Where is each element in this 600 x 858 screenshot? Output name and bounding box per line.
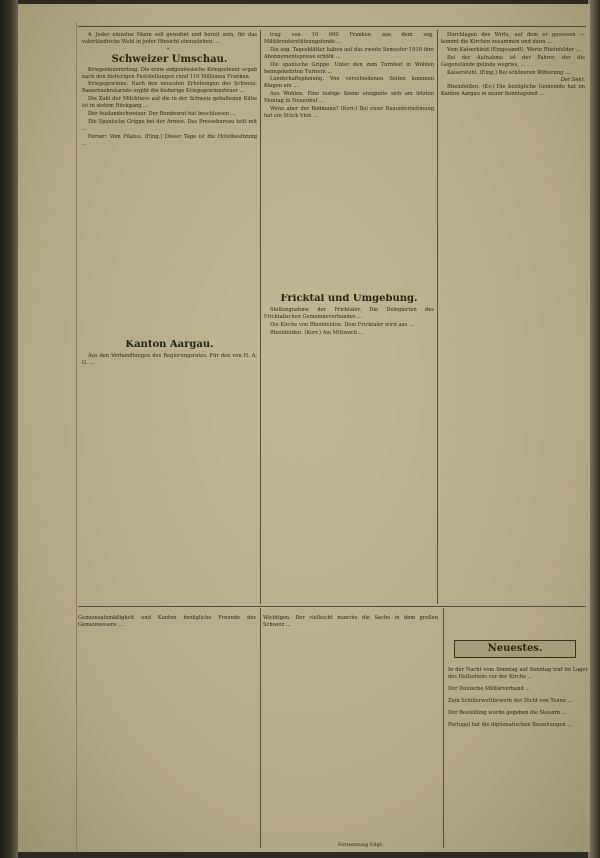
col1-para-5: Die Spanische Grippe bei der Armee. Das Pressebureau teilt mit ...: [82, 118, 257, 132]
col2-para-6: Wenn aber der Bodmann? (Korr.) Bei einer Bauunternehmung hat ein Stück Vieh ...: [264, 106, 434, 119]
neuestes-item: Der Deutsche Militärverband ...: [448, 686, 531, 692]
col1-intro: 4. Jeder einzelne Mann soll gewahnt und bereit sein, für das vaterländische Wohl in jeder Hinsicht einzustehen; ...: [82, 32, 257, 45]
col3-para-1: Durchlagen des Wirts, auf dem er gesessen — kommt die Kirchen zusammen und dann ...: [441, 32, 585, 45]
col2-para-2: Die sog. Tagesblätter haben auf das zweite Semester 1918 ihre Abonnementspreise erhöht ...: [264, 46, 434, 60]
col3-para-3: Bei der Aufnahme ist der Fahrer, der die Gegenstände gelinde wegriss, ...: [441, 54, 585, 68]
neuestes-column: [448, 662, 588, 850]
column-3: [441, 32, 585, 628]
bottom-mid-text: Wichtigen. Der vielleicht manche die Sache in dem großen Schweiz ...: [263, 615, 438, 628]
column-divider-3: [260, 608, 261, 848]
kanton-text: Aus den Verhandlungen des Regierungsrates. Für den von H. A. G. ...: [82, 352, 257, 366]
col1-para-2: Kriegsgewinne. Nach den neuesten Erhebungen des Schweiz. Bauernsekretariats ergibt die bisherige Kriegsgewinnsteuer ...: [82, 81, 257, 95]
separator: *: [166, 46, 173, 53]
neuestes-item: In der Nacht vom Sonntag auf Sonntag traf im Lager des Hellsehens vor der Kirche ...: [448, 667, 588, 680]
fricktal-para-2: Die Kirche von Rheinfelden. Dem Fricktaler wird aus ...: [270, 321, 414, 328]
col2-para-4: Landschaftsplanung. Von verschiedenen Seiten kommen Klagen ein ...: [264, 76, 434, 90]
column-1-kanton: [82, 340, 257, 400]
fricktal-para-1: Stellungnahme der Fricktaler. Die Delegierten des Fricktalischen Gemeindeverbandes ...: [264, 306, 434, 320]
bottom-left-column: [78, 610, 256, 850]
column-divider-4: [443, 608, 444, 848]
col1-para-3: Die Zahl der Milchtiere auf die in der Schweiz gehaltenen Kühe ist in stetem Rückgang ...: [82, 96, 257, 110]
column-2: [264, 32, 434, 288]
column-divider-2: [437, 30, 438, 604]
section-title-fricktal: Fricktal und Umgebung.: [280, 294, 418, 304]
col3-para-5: Rheinfelden. (Kv.) Die bezügliche Gemeinde hat im Kanton Aargau in neuer Sonntagszeit ...: [441, 84, 585, 98]
column-divider-1: [260, 30, 261, 604]
col3-signature: Der Sekr.: [560, 77, 585, 84]
continuation-note: Fortsetzung folgt.: [338, 842, 384, 848]
neuestes-title: Neuestes.: [487, 643, 543, 654]
left-margin-line: [76, 22, 77, 852]
section-title-kanton: Kanton Aargau.: [125, 340, 214, 350]
neuestes-item: Der Bestellung wurde gegeben die Steuern ...: [448, 710, 567, 716]
col2-para-1: trag von 10 000 Franken aus dem sog. Militärunterstützungsfonds ...: [264, 32, 434, 45]
horizontal-divider: [78, 606, 586, 607]
col2-para-5: Aus Wohlen. Eine lustige Szene ereignete sich am letzten Montag in Neuenhof ...: [264, 91, 434, 105]
book-spine: [0, 0, 18, 858]
col1-para-6: Ferner: Vom Pilatus. (Eing.) Dieser Tage ist die Hotelbesitzung ...: [82, 133, 257, 147]
neuestes-item: Zum Schülerwettbewerb der Dicht von Tenne ...: [448, 698, 573, 704]
column-2-fricktal: [264, 294, 434, 604]
col3-para-4: Kaiserstuhl. (Eing.) Bei schöneren Witterung ...: [447, 69, 570, 76]
col1-para-4: Der Auslandschweizer. Der Bundesrat hat beschlossen ...: [88, 111, 236, 118]
top-rule: [78, 26, 586, 27]
col2-para-3: Die spanische Grippe. Unter den zum Turnfest in Wohlen heimgekehrten Turnern ...: [264, 61, 434, 75]
bottom-middle-column: [263, 610, 438, 850]
neuestes-header: [454, 640, 576, 658]
col3-para-2: Vom Kaiserkleid (Eingesandt). Werte Rheinfelder ...: [447, 46, 581, 53]
section-title-schweizer: Schweizer Umschau.: [111, 53, 228, 65]
bottom-left-text: Gemeinsatzmäßigkeit und Kanton bezügliche Freunde des Gemeinwesens ...: [78, 615, 256, 628]
fricktal-para-3: Rheinfelden. (Korr.) Am Mittwoch ...: [270, 329, 364, 336]
neuestes-item: Portugal hat die diplomatischen Beziehungen ...: [448, 722, 573, 728]
col1-para-1: Kriegssteuerertrag. Die erste eidgenössische Kriegssteuer ergab nach den bisherigen Feststellungen rund 110 Millionen Franken.: [82, 66, 257, 80]
newspaper-page: [18, 4, 590, 852]
column-1: [82, 32, 257, 332]
